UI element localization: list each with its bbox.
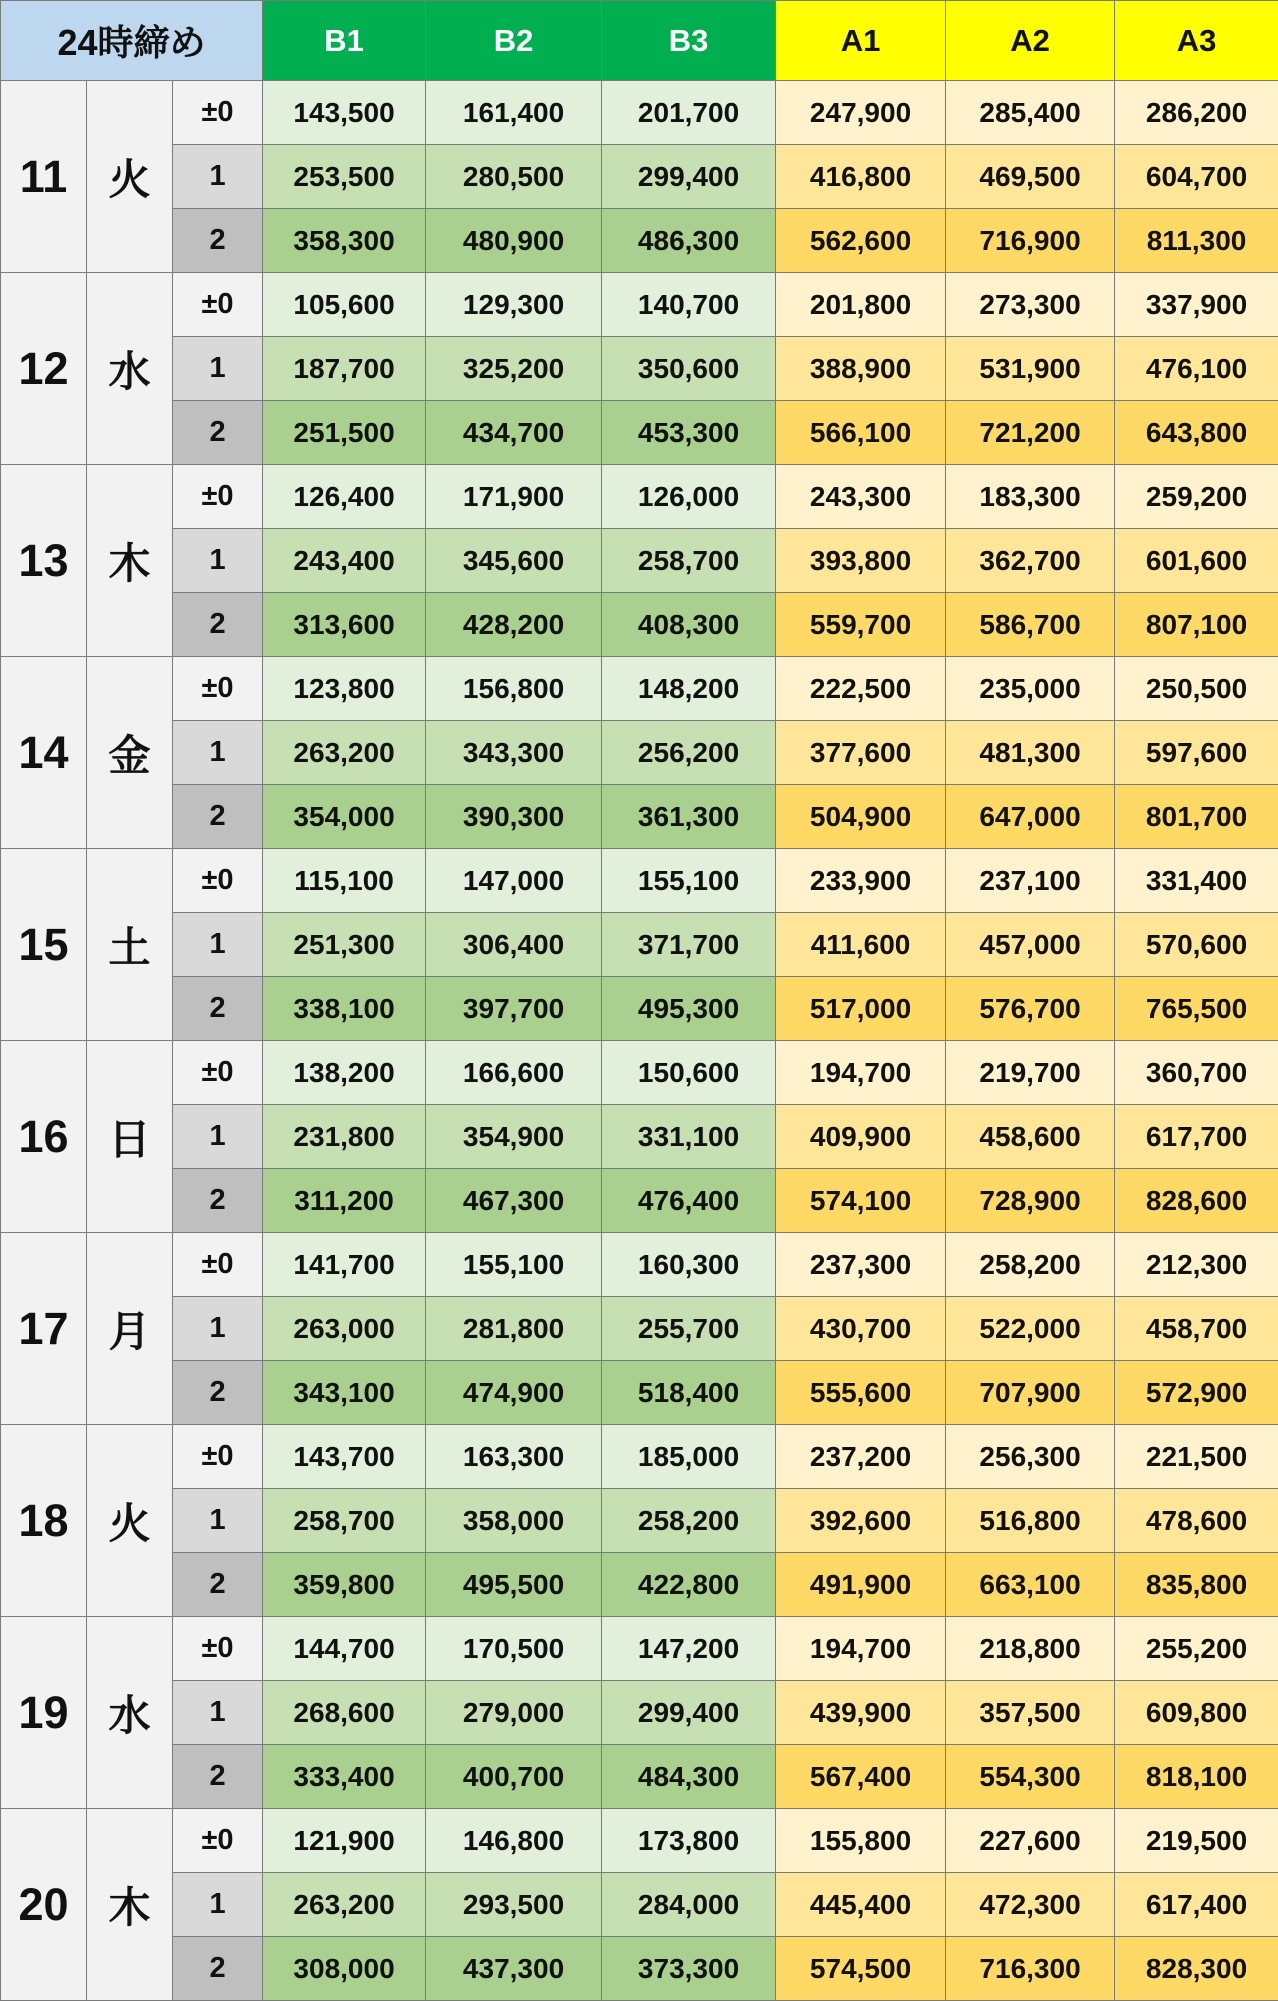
price-cell-a1: 416,800 [776,145,946,209]
table-row [1,81,1278,145]
price-cell-a1: 247,900 [776,81,946,145]
price-cell-a2: 362,700 [946,529,1115,593]
price-cell-b3: 160,300 [602,1233,776,1297]
price-cell-b2: 279,000 [426,1681,602,1745]
price-cell-a2: 219,700 [946,1041,1115,1105]
price-cell-b2: 171,900 [426,465,602,529]
level-cell: 2 [173,1169,263,1233]
table-row [1,465,1278,529]
price-cell-a3: 601,600 [1115,529,1278,593]
price-cell-a2: 273,300 [946,273,1115,337]
table-row [1,1553,1278,1617]
price-cell-a2: 647,000 [946,785,1115,849]
price-cell-b3: 140,700 [602,273,776,337]
column-header-b3: B3 [602,1,776,81]
price-cell-b1: 121,900 [263,1809,426,1873]
column-header-b2: B2 [426,1,602,81]
price-cell-b2: 467,300 [426,1169,602,1233]
price-cell-a1: 233,900 [776,849,946,913]
price-cell-b1: 123,800 [263,657,426,721]
price-cell-b3: 453,300 [602,401,776,465]
price-cell-b1: 253,500 [263,145,426,209]
day-cell: 16 [1,1041,87,1233]
price-cell-b2: 354,900 [426,1105,602,1169]
level-cell: 1 [173,1873,263,1937]
table-row [1,1489,1278,1553]
price-cell-b1: 105,600 [263,273,426,337]
price-cell-b2: 281,800 [426,1297,602,1361]
price-cell-a2: 237,100 [946,849,1115,913]
price-cell-a2: 716,900 [946,209,1115,273]
price-cell-a3: 360,700 [1115,1041,1278,1105]
price-cell-a2: 481,300 [946,721,1115,785]
price-cell-b1: 343,100 [263,1361,426,1425]
price-cell-b1: 126,400 [263,465,426,529]
price-cell-a3: 597,600 [1115,721,1278,785]
table-row [1,337,1278,401]
price-cell-a1: 194,700 [776,1041,946,1105]
price-cell-b3: 350,600 [602,337,776,401]
price-cell-b3: 299,400 [602,1681,776,1745]
price-cell-b1: 143,700 [263,1425,426,1489]
price-cell-b2: 400,700 [426,1745,602,1809]
level-cell: 1 [173,529,263,593]
price-cell-b3: 201,700 [602,81,776,145]
day-cell: 18 [1,1425,87,1617]
price-cell-a3: 476,100 [1115,337,1278,401]
price-cell-a3: 250,500 [1115,657,1278,721]
price-cell-a1: 559,700 [776,593,946,657]
price-cell-b3: 361,300 [602,785,776,849]
price-cell-a1: 430,700 [776,1297,946,1361]
table-row [1,209,1278,273]
price-cell-b2: 306,400 [426,913,602,977]
price-cell-a3: 617,400 [1115,1873,1278,1937]
table-row [1,977,1278,1041]
day-cell: 13 [1,465,87,657]
price-cell-a2: 707,900 [946,1361,1115,1425]
level-cell: 2 [173,1937,263,2001]
price-cell-a2: 586,700 [946,593,1115,657]
price-cell-a2: 258,200 [946,1233,1115,1297]
level-cell: ±0 [173,1809,263,1873]
price-cell-b2: 434,700 [426,401,602,465]
table-row [1,1937,1278,2001]
price-cell-a1: 393,800 [776,529,946,593]
price-cell-a3: 835,800 [1115,1553,1278,1617]
price-cell-a2: 522,000 [946,1297,1115,1361]
price-cell-b2: 280,500 [426,145,602,209]
price-cell-b3: 495,300 [602,977,776,1041]
weekday-cell: 火 [87,81,173,273]
table-row [1,1041,1278,1105]
price-cell-b3: 150,600 [602,1041,776,1105]
price-cell-b2: 156,800 [426,657,602,721]
price-cell-a1: 222,500 [776,657,946,721]
price-cell-b2: 397,700 [426,977,602,1041]
day-cell: 20 [1,1809,87,2001]
price-cell-b2: 343,300 [426,721,602,785]
price-cell-a2: 469,500 [946,145,1115,209]
price-cell-b2: 495,500 [426,1553,602,1617]
level-cell: ±0 [173,81,263,145]
price-cell-a3: 828,300 [1115,1937,1278,2001]
day-cell: 11 [1,81,87,273]
price-cell-b3: 422,800 [602,1553,776,1617]
price-cell-b1: 338,100 [263,977,426,1041]
price-cell-b1: 138,200 [263,1041,426,1105]
table-row [1,1873,1278,1937]
level-cell: 2 [173,1553,263,1617]
price-cell-a3: 255,200 [1115,1617,1278,1681]
price-cell-b2: 474,900 [426,1361,602,1425]
table-row [1,1681,1278,1745]
column-header-a2: A2 [946,1,1115,81]
column-header-a1: A1 [776,1,946,81]
price-cell-a1: 377,600 [776,721,946,785]
table-row [1,1361,1278,1425]
table-row [1,1105,1278,1169]
price-cell-a3: 572,900 [1115,1361,1278,1425]
table-row [1,913,1278,977]
price-cell-a3: 221,500 [1115,1425,1278,1489]
price-cell-b1: 313,600 [263,593,426,657]
level-cell: 1 [173,721,263,785]
weekday-cell: 木 [87,1809,173,2001]
price-cell-b3: 147,200 [602,1617,776,1681]
price-cell-b2: 428,200 [426,593,602,657]
price-cell-b3: 126,000 [602,465,776,529]
price-cell-b1: 263,000 [263,1297,426,1361]
weekday-cell: 日 [87,1041,173,1233]
table-row [1,1809,1278,1873]
price-cell-b2: 293,500 [426,1873,602,1937]
level-cell: ±0 [173,465,263,529]
column-header-a3: A3 [1115,1,1278,81]
level-cell: 2 [173,593,263,657]
price-cell-a2: 457,000 [946,913,1115,977]
price-cell-a2: 721,200 [946,401,1115,465]
price-cell-b2: 345,600 [426,529,602,593]
price-cell-b1: 144,700 [263,1617,426,1681]
price-cell-a1: 491,900 [776,1553,946,1617]
column-header-b1: B1 [263,1,426,81]
price-cell-b2: 390,300 [426,785,602,849]
price-cell-a2: 183,300 [946,465,1115,529]
price-cell-a2: 218,800 [946,1617,1115,1681]
table-row [1,1745,1278,1809]
level-cell: ±0 [173,849,263,913]
price-cell-a1: 574,500 [776,1937,946,2001]
table-row [1,785,1278,849]
price-cell-a3: 609,800 [1115,1681,1278,1745]
level-cell: ±0 [173,657,263,721]
price-cell-b3: 148,200 [602,657,776,721]
level-cell: ±0 [173,273,263,337]
price-cell-b2: 147,000 [426,849,602,913]
price-cell-b3: 256,200 [602,721,776,785]
price-cell-a1: 237,200 [776,1425,946,1489]
price-cell-b2: 146,800 [426,1809,602,1873]
level-cell: 1 [173,337,263,401]
level-cell: 2 [173,1361,263,1425]
price-cell-a2: 554,300 [946,1745,1115,1809]
level-cell: ±0 [173,1233,263,1297]
table-row [1,657,1278,721]
price-cell-a3: 807,100 [1115,593,1278,657]
weekday-cell: 水 [87,1617,173,1809]
price-cell-b1: 358,300 [263,209,426,273]
price-cell-a3: 286,200 [1115,81,1278,145]
price-cell-a2: 663,100 [946,1553,1115,1617]
price-cell-b3: 299,400 [602,145,776,209]
weekday-cell: 月 [87,1233,173,1425]
price-cell-b3: 484,300 [602,1745,776,1809]
table-row [1,273,1278,337]
price-cell-b1: 251,300 [263,913,426,977]
level-cell: 1 [173,145,263,209]
price-cell-a1: 411,600 [776,913,946,977]
price-cell-a3: 811,300 [1115,209,1278,273]
table-row [1,145,1278,209]
price-cell-a2: 256,300 [946,1425,1115,1489]
level-cell: 1 [173,913,263,977]
weekday-cell: 火 [87,1425,173,1617]
price-cell-a2: 235,000 [946,657,1115,721]
price-cell-a1: 155,800 [776,1809,946,1873]
table-row [1,721,1278,785]
day-cell: 12 [1,273,87,465]
price-cell-a2: 531,900 [946,337,1115,401]
price-cell-b3: 155,100 [602,849,776,913]
table-row [1,1425,1278,1489]
price-cell-b3: 185,000 [602,1425,776,1489]
price-cell-a3: 604,700 [1115,145,1278,209]
price-cell-a2: 716,300 [946,1937,1115,2001]
level-cell: ±0 [173,1425,263,1489]
price-cell-b3: 408,300 [602,593,776,657]
price-cell-b2: 358,000 [426,1489,602,1553]
table-row [1,529,1278,593]
day-cell: 19 [1,1617,87,1809]
price-cell-b3: 173,800 [602,1809,776,1873]
price-cell-a1: 567,400 [776,1745,946,1809]
day-cell: 14 [1,657,87,849]
price-cell-a1: 562,600 [776,209,946,273]
price-cell-b3: 476,400 [602,1169,776,1233]
weekday-cell: 土 [87,849,173,1041]
level-cell: ±0 [173,1617,263,1681]
price-cell-b2: 163,300 [426,1425,602,1489]
price-cell-b2: 170,500 [426,1617,602,1681]
price-cell-a1: 555,600 [776,1361,946,1425]
price-cell-a1: 504,900 [776,785,946,849]
price-cell-a2: 227,600 [946,1809,1115,1873]
price-cell-b1: 333,400 [263,1745,426,1809]
price-cell-b2: 325,200 [426,337,602,401]
price-cell-b1: 263,200 [263,1873,426,1937]
level-cell: 2 [173,785,263,849]
price-cell-a2: 728,900 [946,1169,1115,1233]
price-cell-a3: 478,600 [1115,1489,1278,1553]
price-cell-a1: 237,300 [776,1233,946,1297]
price-cell-b2: 155,100 [426,1233,602,1297]
level-cell: 1 [173,1489,263,1553]
price-cell-a1: 439,900 [776,1681,946,1745]
price-cell-b3: 331,100 [602,1105,776,1169]
price-cell-a3: 765,500 [1115,977,1278,1041]
price-cell-a1: 517,000 [776,977,946,1041]
price-cell-b2: 161,400 [426,81,602,145]
cutoff-label: 24時締め [1,1,263,81]
price-cell-b1: 115,100 [263,849,426,913]
day-cell: 17 [1,1233,87,1425]
price-cell-a1: 392,600 [776,1489,946,1553]
weekday-cell: 木 [87,465,173,657]
table-row [1,1297,1278,1361]
price-cell-b3: 486,300 [602,209,776,273]
price-cell-b1: 187,700 [263,337,426,401]
price-cell-a3: 331,400 [1115,849,1278,913]
price-cell-a3: 828,600 [1115,1169,1278,1233]
price-cell-b1: 263,200 [263,721,426,785]
price-cell-a2: 472,300 [946,1873,1115,1937]
price-cell-b3: 373,300 [602,1937,776,2001]
table-row [1,593,1278,657]
table-row [1,401,1278,465]
price-cell-b1: 231,800 [263,1105,426,1169]
price-cell-b3: 258,700 [602,529,776,593]
weekday-cell: 金 [87,657,173,849]
price-cell-a1: 409,900 [776,1105,946,1169]
price-cell-a1: 566,100 [776,401,946,465]
price-cell-a2: 516,800 [946,1489,1115,1553]
price-cell-a3: 259,200 [1115,465,1278,529]
table-row [1,849,1278,913]
price-cell-b1: 141,700 [263,1233,426,1297]
price-cell-a3: 570,600 [1115,913,1278,977]
price-cell-b1: 354,000 [263,785,426,849]
table-row [1,1617,1278,1681]
price-cell-b1: 143,500 [263,81,426,145]
price-cell-a1: 201,800 [776,273,946,337]
price-cell-a2: 285,400 [946,81,1115,145]
price-cell-b1: 308,000 [263,1937,426,2001]
level-cell: 1 [173,1105,263,1169]
price-cell-a2: 357,500 [946,1681,1115,1745]
price-cell-a3: 458,700 [1115,1297,1278,1361]
price-cell-a2: 576,700 [946,977,1115,1041]
price-cell-b1: 311,200 [263,1169,426,1233]
price-cell-b1: 243,400 [263,529,426,593]
level-cell: 1 [173,1681,263,1745]
price-cell-b2: 129,300 [426,273,602,337]
price-cell-b3: 518,400 [602,1361,776,1425]
price-cell-b1: 359,800 [263,1553,426,1617]
price-cell-a3: 337,900 [1115,273,1278,337]
price-cell-a1: 243,300 [776,465,946,529]
price-cell-a3: 219,500 [1115,1809,1278,1873]
price-cell-a3: 643,800 [1115,401,1278,465]
price-cell-a3: 801,700 [1115,785,1278,849]
weekday-cell: 水 [87,273,173,465]
price-cell-a3: 617,700 [1115,1105,1278,1169]
level-cell: 2 [173,401,263,465]
price-cell-a1: 445,400 [776,1873,946,1937]
header-row [1,1,1278,81]
price-cell-b1: 268,600 [263,1681,426,1745]
price-cell-a1: 194,700 [776,1617,946,1681]
table-body [1,81,1278,2001]
price-cell-a2: 458,600 [946,1105,1115,1169]
price-cell-b1: 251,500 [263,401,426,465]
price-cell-a1: 574,100 [776,1169,946,1233]
price-cell-a1: 388,900 [776,337,946,401]
price-cell-b3: 255,700 [602,1297,776,1361]
price-cell-b2: 480,900 [426,209,602,273]
price-cell-b3: 371,700 [602,913,776,977]
level-cell: 2 [173,977,263,1041]
level-cell: 1 [173,1297,263,1361]
price-cell-a3: 818,100 [1115,1745,1278,1809]
price-cell-b3: 258,200 [602,1489,776,1553]
level-cell: 2 [173,1745,263,1809]
price-cell-b2: 437,300 [426,1937,602,2001]
level-cell: ±0 [173,1041,263,1105]
price-cell-b1: 258,700 [263,1489,426,1553]
day-cell: 15 [1,849,87,1041]
price-cell-a3: 212,300 [1115,1233,1278,1297]
price-cell-b3: 284,000 [602,1873,776,1937]
price-cell-b2: 166,600 [426,1041,602,1105]
table-row [1,1169,1278,1233]
table-row [1,1233,1278,1297]
level-cell: 2 [173,209,263,273]
